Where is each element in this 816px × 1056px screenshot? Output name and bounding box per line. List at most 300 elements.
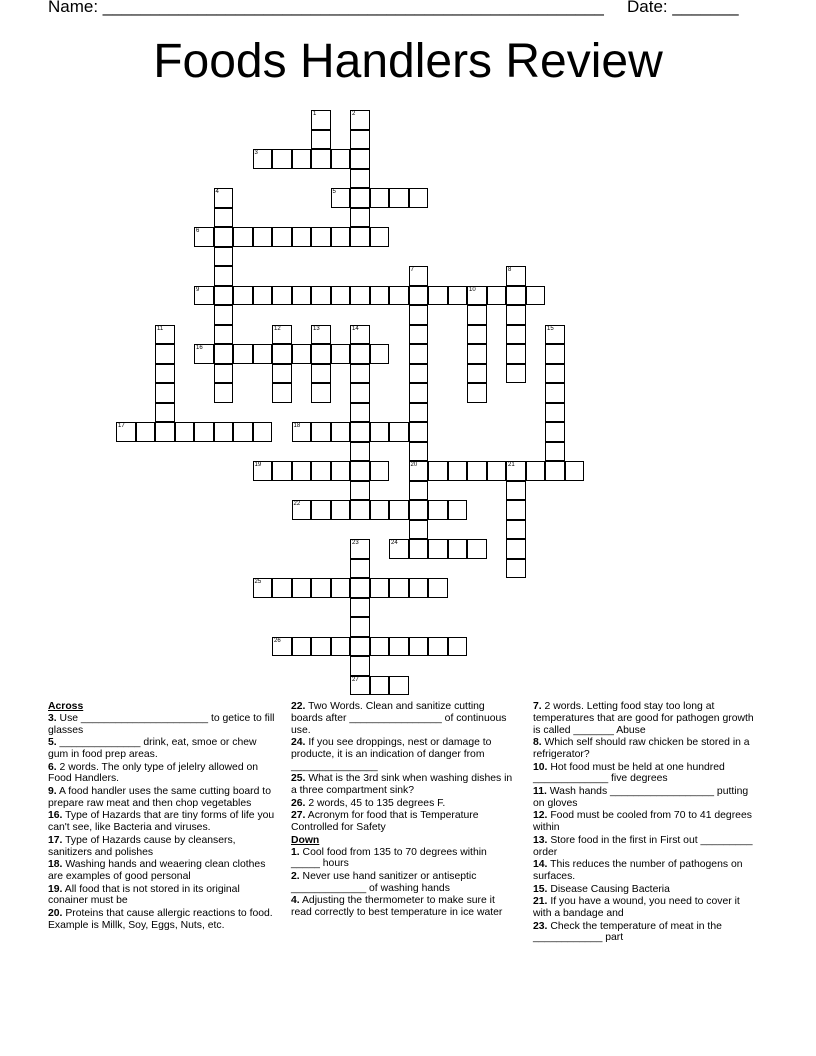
crossword-cell[interactable] <box>350 344 370 364</box>
crossword-cell[interactable] <box>409 266 429 286</box>
clue-text: Type of Hazards cause by cleansers, sanitizers and polishes <box>48 834 236 858</box>
crossword-cell[interactable] <box>331 227 351 247</box>
crossword-cell[interactable] <box>350 208 370 228</box>
crossword-cell[interactable] <box>350 578 370 598</box>
crossword-cell[interactable] <box>233 344 253 364</box>
crossword-cell[interactable] <box>409 383 429 403</box>
across-clue <box>48 810 276 834</box>
cell-number: 10 <box>469 286 476 293</box>
crossword-cell[interactable] <box>116 422 136 442</box>
crossword-cell[interactable] <box>467 305 487 325</box>
crossword-cell[interactable] <box>214 247 234 267</box>
clue-text: 2 words. The only type of jelelry allowed on Food Handlers. <box>48 761 259 785</box>
crossword-cell[interactable] <box>214 422 234 442</box>
across-clue <box>291 810 517 834</box>
crossword-cell[interactable] <box>370 227 390 247</box>
crossword-cell[interactable] <box>350 656 370 676</box>
cell-number: 21 <box>508 462 515 468</box>
across-clue <box>48 762 276 786</box>
clue-number: 8. <box>533 737 542 749</box>
down-clue <box>533 921 759 945</box>
clue-text: Which self should raw chicken be stored in a refrigerator? <box>533 737 750 760</box>
crossword-cell[interactable] <box>233 286 253 306</box>
crossword-cell[interactable] <box>350 364 370 384</box>
clue-text: ______________ drink, eat, smoe or chew gum in food prep areas. <box>48 737 257 760</box>
crossword-cell[interactable] <box>272 637 292 657</box>
crossword-cell[interactable] <box>292 344 312 364</box>
clue-number: 11. <box>533 785 547 797</box>
name-field-label[interactable]: Name: _____________________________________________________ <box>48 0 604 16</box>
crossword-cell[interactable] <box>409 422 429 442</box>
across-clue <box>291 773 517 797</box>
crossword-cell[interactable] <box>311 344 331 364</box>
clue-number: 24. <box>291 737 306 749</box>
crossword-cell[interactable] <box>545 461 565 481</box>
clue-text: Cool food from 135 to 70 degrees within _____ hours <box>291 846 487 870</box>
clue-text: A food handler uses the same cutting board to prepare raw meat and then chop vegetables <box>48 785 271 809</box>
clue-number: 19. <box>48 883 63 895</box>
crossword-cell[interactable] <box>506 305 526 325</box>
clue-number: 18. <box>48 859 63 871</box>
clue-number: 23. <box>533 920 548 932</box>
crossword-cell[interactable] <box>311 637 331 657</box>
clue-number: 25. <box>291 773 306 785</box>
cell-number: 19 <box>254 462 262 468</box>
crossword-cell[interactable] <box>545 325 565 345</box>
cell-number: 7 <box>410 267 414 273</box>
crossword-cell[interactable] <box>331 637 351 657</box>
crossword-cell[interactable] <box>272 461 292 481</box>
crossword-cell[interactable] <box>350 461 370 481</box>
crossword-cell[interactable] <box>428 461 448 481</box>
crossword-cell[interactable] <box>370 286 390 306</box>
clue-text: Proteins that cause allergic reactions to food. Example is Millk, Soy, Eggs, Nuts, etc. <box>48 907 273 931</box>
cell-number: 8 <box>508 267 512 273</box>
crossword-cell[interactable] <box>389 578 409 598</box>
across-heading: Across <box>48 701 84 712</box>
crossword-cell[interactable] <box>311 364 331 384</box>
clue-text: Use ______________________ to getice to fill glasses <box>48 712 275 736</box>
crossword-cell[interactable] <box>350 481 370 501</box>
cell-number: 1 <box>313 111 317 117</box>
crossword-cell[interactable] <box>311 110 331 130</box>
across-clue <box>48 859 276 883</box>
crossword-cell[interactable] <box>253 227 273 247</box>
crossword-cell[interactable] <box>214 305 234 325</box>
crossword-cell[interactable] <box>350 325 370 345</box>
crossword-cell[interactable] <box>350 598 370 618</box>
clue-number: 27. <box>291 810 306 822</box>
crossword-cell[interactable] <box>506 500 526 520</box>
down-clue <box>533 786 759 810</box>
crossword-cell[interactable] <box>292 286 312 306</box>
cell-number: 11 <box>157 325 164 332</box>
date-field-label[interactable]: Date: _______ <box>627 0 739 16</box>
cell-number: 4 <box>215 189 219 195</box>
clue-text: What is the 3rd sink when washing dishes in a three compartment sink? <box>291 773 513 797</box>
crossword-cell[interactable] <box>272 364 292 384</box>
across-clue <box>48 713 276 737</box>
down-clue <box>533 701 759 736</box>
crossword-cell[interactable] <box>350 676 370 696</box>
crossword-cell[interactable] <box>253 461 273 481</box>
crossword-cell[interactable] <box>350 539 370 559</box>
crossword-cell[interactable] <box>506 266 526 286</box>
crossword-cell[interactable] <box>350 169 370 189</box>
crossword-cell[interactable] <box>311 130 331 150</box>
cell-number: 16 <box>196 345 203 351</box>
across-clues-a <box>48 713 276 932</box>
clue-text: Store food in the first in First out _________ order <box>533 834 753 858</box>
crossword-cell[interactable] <box>175 422 195 442</box>
down-clue <box>291 895 517 919</box>
crossword-cell[interactable] <box>292 422 312 442</box>
down-clues-a <box>291 847 517 919</box>
crossword-cell[interactable] <box>292 500 312 520</box>
crossword-cell[interactable] <box>506 461 526 481</box>
crossword-cell[interactable] <box>409 286 429 306</box>
crossword-cell[interactable] <box>409 520 429 540</box>
crossword-cell[interactable] <box>331 344 351 364</box>
crossword-cell[interactable] <box>194 227 214 247</box>
cell-number: 3 <box>254 150 258 156</box>
cell-number: 25 <box>254 579 262 585</box>
clue-text: Washing hands and weaering clean clothes are examples of good personal <box>48 859 266 882</box>
crossword-cell[interactable] <box>389 422 409 442</box>
crossword-cell[interactable] <box>565 461 585 481</box>
crossword-cell[interactable] <box>311 383 331 403</box>
clue-text: 2 words. Letting food stay too long at temperatures that are good for pathogen growth is called _______ Abuse <box>533 701 754 736</box>
crossword-cell[interactable] <box>389 637 409 657</box>
crossword-cell[interactable] <box>448 637 468 657</box>
crossword-cell[interactable] <box>370 188 390 208</box>
crossword-cell[interactable] <box>545 403 565 423</box>
crossword-cell[interactable] <box>155 364 175 384</box>
cell-number: 18 <box>293 423 301 429</box>
crossword-cell[interactable] <box>350 422 370 442</box>
across-clues-b <box>291 701 517 834</box>
down-clue <box>533 762 759 786</box>
crossword-cell[interactable] <box>350 442 370 462</box>
crossword-cell[interactable] <box>331 149 351 169</box>
crossword-cell[interactable] <box>331 188 351 208</box>
crossword-cell[interactable] <box>448 539 468 559</box>
down-clue <box>533 835 759 859</box>
crossword-cell[interactable] <box>311 325 331 345</box>
crossword-cell[interactable] <box>409 481 429 501</box>
crossword-cell[interactable] <box>350 130 370 150</box>
clue-text: Acronym for food that is Temperature Controlled for Safety <box>291 810 479 834</box>
crossword-cell[interactable] <box>214 383 234 403</box>
crossword-cell[interactable] <box>370 461 390 481</box>
clue-number: 10. <box>533 761 548 773</box>
clue-number: 15. <box>533 883 548 895</box>
crossword-cell[interactable] <box>506 539 526 559</box>
crossword-cell[interactable] <box>370 422 390 442</box>
clue-text: Wash hands __________________ putting on gloves <box>533 785 749 809</box>
crossword-cell[interactable] <box>350 383 370 403</box>
crossword-cell[interactable] <box>409 578 429 598</box>
clue-text: Type of Hazards that are tiny forms of life you can't see, like Bacteria and viruses. <box>48 810 275 834</box>
crossword-cell[interactable] <box>545 344 565 364</box>
cell-number: 6 <box>196 228 200 234</box>
crossword-cell[interactable] <box>331 422 351 442</box>
across-clue <box>48 737 276 761</box>
crossword-cell[interactable] <box>389 500 409 520</box>
crossword-cell[interactable] <box>272 149 292 169</box>
crossword-cell[interactable] <box>467 286 487 306</box>
crossword-cell[interactable] <box>506 520 526 540</box>
across-clue <box>291 701 517 736</box>
crossword-cell[interactable] <box>545 383 565 403</box>
crossword-cell[interactable] <box>428 578 448 598</box>
clue-number: 20. <box>48 907 63 919</box>
crossword-cell[interactable] <box>214 266 234 286</box>
crossword-cell[interactable] <box>331 578 351 598</box>
crossword-cell[interactable] <box>214 188 234 208</box>
crossword-cell[interactable] <box>350 286 370 306</box>
down-heading: Down <box>291 834 320 846</box>
crossword-cell[interactable] <box>409 325 429 345</box>
crossword-cell[interactable] <box>409 500 429 520</box>
clue-number: 12. <box>533 810 548 822</box>
crossword-cell[interactable] <box>370 500 390 520</box>
crossword-cell[interactable] <box>487 461 507 481</box>
clues-column-3 <box>533 701 759 945</box>
crossword-cell[interactable] <box>487 286 507 306</box>
crossword-cell[interactable] <box>136 422 156 442</box>
crossword-cell[interactable] <box>272 325 292 345</box>
crossword-cell[interactable] <box>448 461 468 481</box>
clue-number: 17. <box>48 834 63 846</box>
cell-number: 27 <box>352 676 359 683</box>
crossword-cell[interactable] <box>214 364 234 384</box>
crossword-cell[interactable] <box>409 461 429 481</box>
down-clue <box>533 896 759 920</box>
crossword-cell[interactable] <box>253 344 273 364</box>
crossword-cell[interactable] <box>350 188 370 208</box>
crossword-cell[interactable] <box>467 364 487 384</box>
clue-number: 13. <box>533 834 548 846</box>
crossword-cell[interactable] <box>331 286 351 306</box>
down-clue <box>533 859 759 883</box>
crossword-cell[interactable] <box>506 325 526 345</box>
crossword-cell[interactable] <box>545 364 565 384</box>
crossword-cell[interactable] <box>350 500 370 520</box>
clue-number: 9. <box>48 785 57 797</box>
crossword-cell[interactable] <box>389 676 409 696</box>
crossword-cell[interactable] <box>155 403 175 423</box>
crossword-cell[interactable] <box>409 539 429 559</box>
crossword-cell[interactable] <box>370 676 390 696</box>
crossword-cell[interactable] <box>194 422 214 442</box>
clue-text: Check the temperature of meat in the ____________ part <box>533 920 722 944</box>
crossword-cell[interactable] <box>331 461 351 481</box>
cell-number: 20 <box>410 462 418 468</box>
crossword-cell[interactable] <box>545 422 565 442</box>
crossword-cell[interactable] <box>331 500 351 520</box>
crossword-cell[interactable] <box>292 637 312 657</box>
crossword-cell[interactable] <box>409 442 429 462</box>
down-clue <box>533 810 759 834</box>
crossword-cell[interactable] <box>311 286 331 306</box>
crossword-cell[interactable] <box>233 422 253 442</box>
crossword-cell[interactable] <box>409 344 429 364</box>
clue-number: 7. <box>533 701 542 712</box>
clue-text: Hot food must be held at one hundred _____________ five degrees <box>533 761 725 785</box>
crossword-cell[interactable] <box>253 422 273 442</box>
crossword-cell[interactable] <box>272 344 292 364</box>
crossword-cell[interactable] <box>506 344 526 364</box>
clue-number: 5. <box>48 737 57 749</box>
crossword-cell[interactable] <box>311 461 331 481</box>
clue-text: All food that is not stored in its original conainer must be <box>48 883 240 907</box>
clue-number: 21. <box>533 896 548 908</box>
crossword-cell[interactable] <box>311 422 331 442</box>
crossword-cell[interactable] <box>545 442 565 462</box>
cell-number: 2 <box>352 111 356 117</box>
down-clue <box>291 847 517 871</box>
down-clue <box>533 884 759 896</box>
clue-text: Two Words. Clean and sanitize cutting boards after ________________ of continuous use. <box>291 701 507 736</box>
crossword-cell[interactable] <box>155 422 175 442</box>
clue-text: Food must be cooled from 70 to 41 degrees within <box>533 810 752 834</box>
cell-number: 23 <box>352 540 359 546</box>
cell-number: 24 <box>391 540 398 546</box>
crossword-cell[interactable] <box>370 578 390 598</box>
crossword-cell[interactable] <box>428 286 448 306</box>
clue-text: If you see droppings, nest or damage to producte, it is an indication of danger from _______________ <box>291 737 492 772</box>
crossword-cell[interactable] <box>350 559 370 579</box>
crossword-cell[interactable] <box>467 539 487 559</box>
cell-number: 17 <box>118 423 125 429</box>
crossword-cell[interactable] <box>292 578 312 598</box>
across-clue <box>48 884 276 908</box>
crossword-cell[interactable] <box>448 286 468 306</box>
crossword-cell[interactable] <box>428 500 448 520</box>
crossword-cell[interactable] <box>467 344 487 364</box>
across-clue <box>291 737 517 772</box>
crossword-cell[interactable] <box>311 227 331 247</box>
crossword-cell[interactable] <box>272 286 292 306</box>
crossword-cell[interactable] <box>467 383 487 403</box>
cell-number: 5 <box>332 189 336 195</box>
crossword-cell[interactable] <box>214 286 234 306</box>
crossword-cell[interactable] <box>311 578 331 598</box>
clue-number: 6. <box>48 761 57 773</box>
crossword-cell[interactable] <box>409 403 429 423</box>
crossword-cell[interactable] <box>370 344 390 364</box>
crossword-cell[interactable] <box>506 481 526 501</box>
crossword-cell[interactable] <box>253 149 273 169</box>
crossword-cell[interactable] <box>389 539 409 559</box>
crossword-cell[interactable] <box>214 325 234 345</box>
crossword-cell[interactable] <box>467 461 487 481</box>
crossword-cell[interactable] <box>214 208 234 228</box>
crossword-cell[interactable] <box>506 286 526 306</box>
crossword-cell[interactable] <box>389 286 409 306</box>
crossword-cell[interactable] <box>350 110 370 130</box>
crossword-cell[interactable] <box>292 461 312 481</box>
crossword-cell[interactable] <box>389 188 409 208</box>
crossword-cell[interactable] <box>370 637 390 657</box>
crossword-cell[interactable] <box>292 227 312 247</box>
crossword-cell[interactable] <box>350 637 370 657</box>
cell-number: 9 <box>196 286 200 293</box>
clue-number: 1. <box>291 846 300 858</box>
clue-number: 2. <box>291 870 300 882</box>
crossword-cell[interactable] <box>409 364 429 384</box>
clue-number: 22. <box>291 701 306 712</box>
crossword-cell[interactable] <box>214 344 234 364</box>
clue-text: 2 words, 45 to 135 degrees F. <box>305 797 446 809</box>
crossword-cell[interactable] <box>428 637 448 657</box>
crossword-cell[interactable] <box>409 188 429 208</box>
crossword-cell[interactable] <box>272 227 292 247</box>
clue-text: Adjusting the thermometer to make sure it read correctly to best temperature in ice water <box>291 895 503 919</box>
cell-number: 13 <box>313 325 320 332</box>
crossword-cell[interactable] <box>194 344 214 364</box>
clue-number: 14. <box>533 859 548 871</box>
cell-number: 26 <box>274 637 281 644</box>
crossword-cell[interactable] <box>155 383 175 403</box>
down-clue <box>533 737 759 761</box>
cell-number: 22 <box>293 501 301 507</box>
down-clues-b <box>533 701 759 944</box>
crossword-cell[interactable] <box>526 286 546 306</box>
crossword-cell[interactable] <box>311 500 331 520</box>
cell-number: 12 <box>274 325 281 332</box>
crossword-cell[interactable] <box>526 461 546 481</box>
crossword-cell[interactable] <box>194 286 214 306</box>
crossword-cell[interactable] <box>272 578 292 598</box>
cell-number: 15 <box>547 325 554 332</box>
crossword-cell[interactable] <box>350 403 370 423</box>
crossword-cell[interactable] <box>506 364 526 384</box>
clue-text: Never use hand sanitizer or antiseptic _____________ of washing hands <box>291 870 477 894</box>
crossword-cell[interactable] <box>409 637 429 657</box>
clue-text: This reduces the number of pathogens on surfaces. <box>533 859 743 882</box>
crossword-cell[interactable] <box>311 149 331 169</box>
clue-number: 26. <box>291 797 306 809</box>
crossword-cell[interactable] <box>428 539 448 559</box>
crossword-cell[interactable] <box>272 383 292 403</box>
cell-number: 14 <box>352 325 359 332</box>
clues-column-2 <box>291 701 517 920</box>
page-title: Foods Handlers Review <box>153 35 663 88</box>
crossword-cell[interactable] <box>253 286 273 306</box>
clue-text: Disease Causing Bacteria <box>547 883 670 895</box>
crossword-cell[interactable] <box>214 227 234 247</box>
clues-column-1 <box>48 701 276 932</box>
crossword-cell[interactable] <box>233 227 253 247</box>
across-clue <box>48 908 276 932</box>
crossword-cell[interactable] <box>292 149 312 169</box>
crossword-cell[interactable] <box>253 578 273 598</box>
crossword-cell[interactable] <box>448 500 468 520</box>
crossword-cell[interactable] <box>350 149 370 169</box>
crossword-cell[interactable] <box>409 305 429 325</box>
crossword-cell[interactable] <box>350 227 370 247</box>
across-clue <box>291 798 517 810</box>
crossword-cell[interactable] <box>506 559 526 579</box>
clue-text: If you have a wound, you need to cover it with a bandage and <box>533 896 740 919</box>
crossword-cell[interactable] <box>155 344 175 364</box>
crossword-cell[interactable] <box>467 325 487 345</box>
crossword-cell[interactable] <box>155 325 175 345</box>
crossword-cell[interactable] <box>350 617 370 637</box>
across-clue <box>48 835 276 859</box>
